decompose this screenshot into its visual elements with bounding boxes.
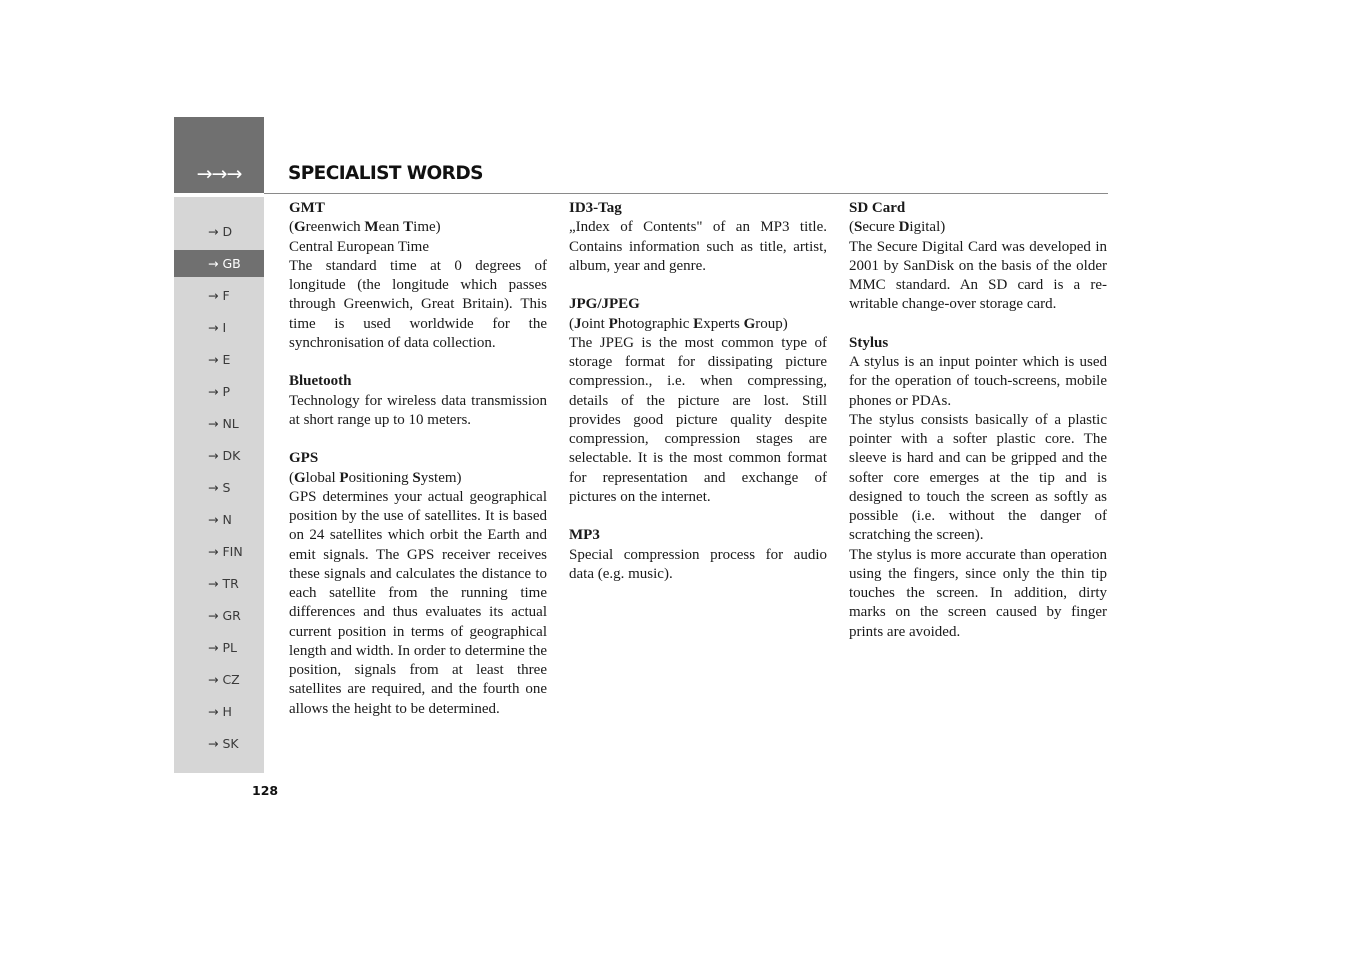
expansion-part: reenwich — [305, 219, 365, 236]
glossary-term: GMT — [289, 200, 325, 216]
expansion-part: T — [403, 219, 414, 236]
expansion-part: ositioning — [348, 469, 413, 486]
glossary-expansion — [849, 218, 1107, 237]
expansion-part: ecure — [862, 219, 899, 236]
glossary-entry-stylus — [849, 334, 1107, 642]
glossary-definition: Central European Time — [289, 238, 429, 255]
glossary-definition: Special compression process for audio data (e.g. music). — [569, 546, 827, 582]
sidebar-item-fin[interactable]: → FIN — [208, 544, 243, 559]
header-arrows-icon: →→→ — [196, 163, 242, 185]
expansion-part: P — [339, 469, 349, 486]
expansion-part: D — [898, 219, 910, 236]
title-divider — [264, 193, 1108, 194]
sidebar-item-n[interactable]: → N — [208, 512, 232, 527]
expansion-part: E — [693, 315, 704, 332]
sidebar-item-pl[interactable]: → PL — [208, 640, 237, 655]
glossary-definition: The Secure Digital Card was developed in 2001 by SanDisk on the basis of the older MMC standard. An SD card is a re-writable change-over storage card. — [849, 238, 1107, 313]
glossary-definition: The JPEG is the most common type of storage format for dissipating picture compression., i.e. when compressing, details of the picture are lost. Still provides good picture quality despite compression, compression stages are selectable. It is the most common format for representation and exchange of pictures on the internet. — [569, 334, 827, 505]
glossary-definition: „Index of Contents" of an MP3 title. Contains information such as title, artist, album, year and genre. — [569, 219, 827, 274]
expansion-part: J — [574, 315, 582, 332]
sidebar-item-gr[interactable]: → GR — [208, 608, 241, 623]
expansion-part: oint — [581, 315, 609, 332]
page-title: SPECIALIST WORDS — [288, 163, 483, 184]
expansion-part: G — [294, 469, 306, 486]
expansion-part: M — [364, 219, 379, 236]
expansion-part: lobal — [305, 469, 340, 486]
sidebar-item-dk[interactable]: → DK — [208, 448, 241, 463]
expansion-part: ystem) — [420, 469, 462, 486]
page-number: 128 — [252, 783, 279, 798]
glossary-term: Stylus — [849, 334, 889, 351]
sidebar-item-p[interactable]: → P — [208, 384, 230, 399]
column-1 — [289, 199, 547, 738]
expansion-part: ean — [378, 219, 404, 236]
sidebar-item-e[interactable]: → E — [208, 352, 231, 367]
glossary-definition: The stylus consists basically of a plastic pointer with a softer plastic core. The sleeve is hard and can be gripped and the softer core emerges at the tip and is designed to touch the screen as softly as possible (i.e. without the danger of scratching the screen). — [849, 411, 1107, 544]
expansion-part: ( — [849, 219, 854, 236]
sidebar-item-cz[interactable]: → CZ — [208, 672, 240, 687]
glossary-definition: The standard time at 0 degrees of longitude (the longitude which passes through Greenwich, Great Britain). This time is used worldwide for the synchronisation of data collection. — [289, 257, 547, 351]
expansion-part: roup) — [755, 315, 788, 332]
glossary-entry-bluetooth — [289, 372, 547, 430]
column-2 — [569, 199, 827, 603]
glossary-expansion — [289, 218, 547, 237]
sidebar-item-nl[interactable]: → NL — [208, 416, 239, 431]
expansion-part: S — [412, 469, 421, 486]
column-3 — [849, 199, 1107, 661]
sidebar-item-h[interactable]: → H — [208, 704, 232, 719]
glossary-term: SD Card — [849, 200, 906, 216]
expansion-part: ime) — [413, 219, 441, 236]
glossary-term: Bluetooth — [289, 373, 352, 390]
glossary-entry-jpg-jpeg — [569, 295, 827, 507]
sidebar-item-f[interactable]: → F — [208, 288, 230, 303]
expansion-part: ( — [289, 469, 294, 486]
glossary-entry-gps — [289, 449, 547, 719]
expansion-part: xperts — [703, 315, 744, 332]
glossary-definition: Technology for wireless data transmission at short range up to 10 meters. — [289, 392, 547, 428]
expansion-part: igital) — [909, 219, 946, 236]
sidebar-item-tr[interactable]: → TR — [208, 576, 239, 591]
expansion-part: ( — [569, 315, 574, 332]
glossary-definition: A stylus is an input pointer which is used for the operation of touch-screens, mobile phones or PDAs. — [849, 354, 1107, 409]
glossary-definition: The stylus is more accurate than operation using the fingers, since only the thin tip touches the screen. In addition, dirty marks on the screen caused by finger prints are avoided. — [849, 546, 1107, 640]
expansion-part: hotographic — [617, 315, 694, 332]
glossary-term: MP3 — [569, 527, 600, 544]
sidebar-item-d[interactable]: → D — [208, 224, 233, 239]
expansion-part: G — [294, 219, 306, 236]
glossary-term: JPG/JPEG — [569, 296, 640, 313]
glossary-term: GPS — [289, 450, 319, 467]
glossary-definition: GPS determines your actual geographical position by the use of satellites. It is based on 24 satellites which orbit the Earth and emit signals. The GPS receiver receives these signals and calculates the distance to each satellite from the running time differences and thus evaluates its actual current position in terms of geographical length and width. In order to determine the position, signals from at least three satellites are required, and the fourth one allows the height to be determined. — [289, 488, 547, 717]
header-box — [174, 117, 264, 193]
glossary-expansion — [289, 469, 547, 488]
sidebar-item-sk[interactable]: → SK — [208, 736, 239, 751]
expansion-part: S — [854, 219, 863, 236]
glossary-entry-sd-card — [849, 199, 1107, 315]
glossary-expansion — [569, 315, 827, 334]
sidebar-item-s[interactable]: → S — [208, 480, 231, 495]
expansion-part: ( — [289, 219, 294, 236]
expansion-part: G — [743, 315, 756, 332]
sidebar-item-gb[interactable]: → GB — [174, 250, 264, 277]
glossary-entry-id3-tag — [569, 199, 827, 276]
expansion-part: P — [608, 315, 618, 332]
glossary-term: ID3-Tag — [569, 200, 622, 216]
language-sidebar — [174, 197, 264, 773]
glossary-entry-gmt — [289, 199, 547, 353]
glossary-entry-mp3 — [569, 526, 827, 584]
sidebar-item-i[interactable]: → I — [208, 320, 227, 335]
